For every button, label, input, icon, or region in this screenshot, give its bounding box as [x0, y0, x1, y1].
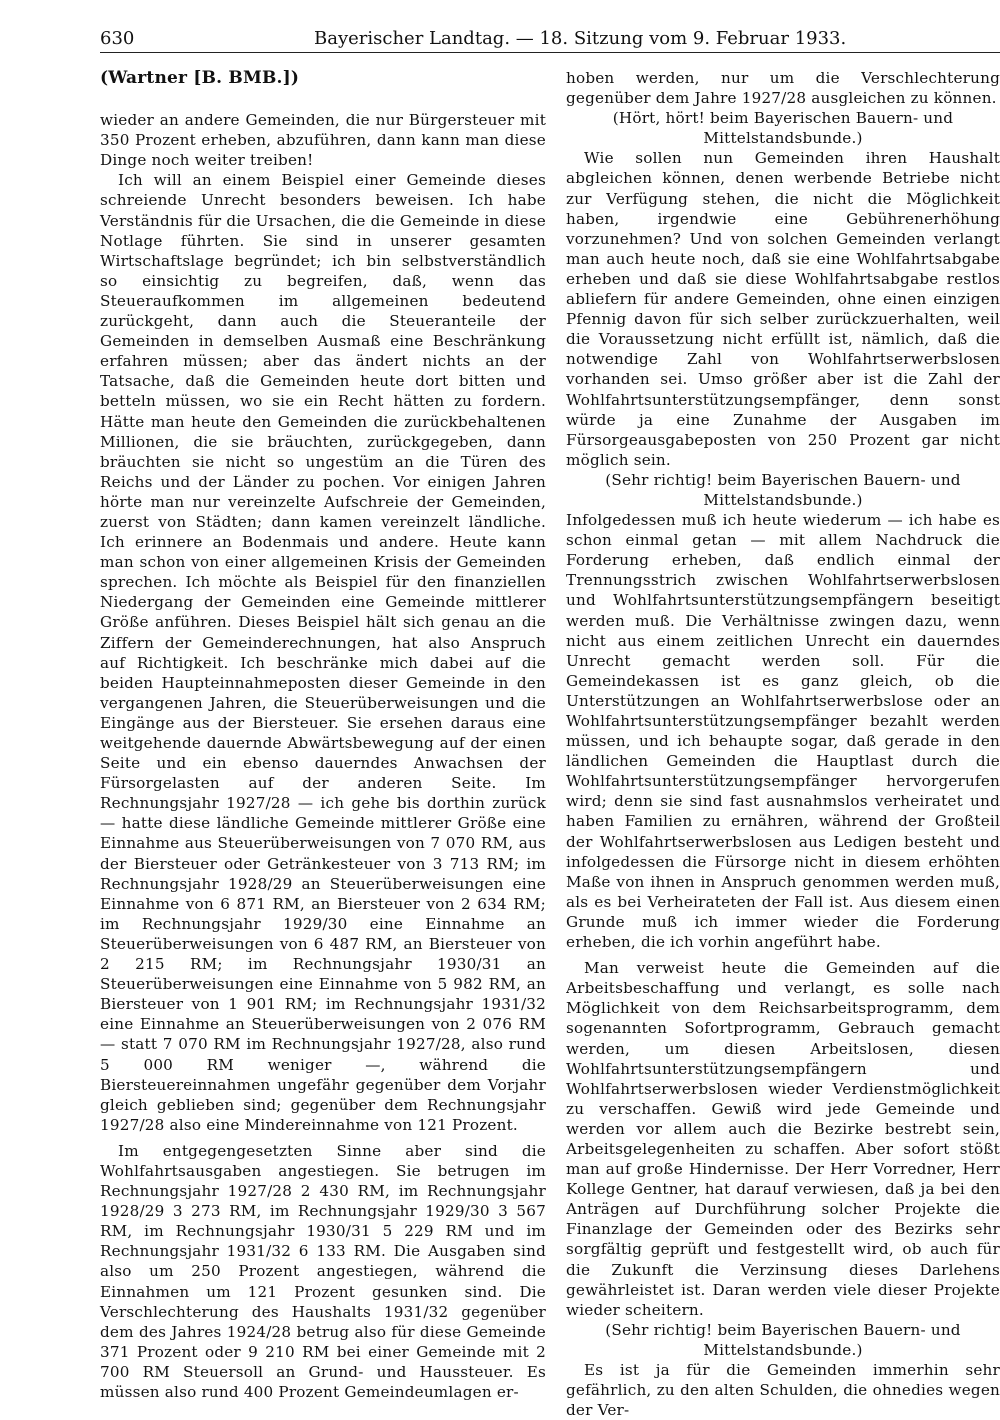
interjection: (Sehr richtig! beim Bayerischen Bauern- und Mittelstandsbunde.) — [605, 1320, 961, 1359]
paragraph: Ich will an einem Beispiel einer Gemeinde dieses schreiende Unrecht besonders beweisen. Ich habe Verständnis für die Ursachen, die die Gemeinde in diese Notlage führten. Sie sind in unserer gesamten Wirtschaftslage begründet; ich bin selbstverständlich so einsichtig zu begreifen, daß, wenn das Steueraufkommen im allgemeinen bedeutend zurückgeht, dann auch die Steueranteile der Gemeinden in demselben Ausmaß eine Beschränkung erfahren müssen; aber das ändert nichts an der Tatsache, daß die Gemeinden heute dort bitten und betteln müssen, wo sie ein Recht hätten zu fordern. Hätte man heute den Gemeinden die zurückbehaltenen Millionen, die sie bräuchten, zurückgegeben, dann bräuchten sie nicht so ungestüm an die Türen des Reichs und der Länder zu pochen. Vor einigen Jahren hörte man nur vereinzelte Aufschreie der Gemeinden, zuerst von Städten; dann kamen vereinzelt ländliche. Ich erinnere an Bodenmais und andere. Heute kann man schon von einer allgemeinen Krisis der Gemeinden sprechen. Ich möchte als Beispiel für den finanziellen Niedergang der Gemeinden eine Gemeinde mittlerer Größe anführen. Dieses Beispiel hält sich genau an die Ziffern der Gemeinderechnungen, hat also Anspruch auf Richtigkeit. Ich beschränke mich dabei auf die beiden Haupteinnahmeposten dieser Gemeinde in den vergangenen Jahren, die Steuerüberweisungen und die Eingänge aus der Biersteuer. Sie ersehen daraus eine weitgehende dauernde Abwärtsbewegung auf der einen Seite und ein ebenso dauerndes Anwachsen der Fürsorgelasten auf der anderen Seite. Im Rechnungsjahr 1927/28 — ich gehe bis dorthin zurück — hatte diese ländliche Gemeinde mittlerer Größe eine Einnahme aus Steuerüberweisungen von 7 070 RM, aus der Biersteuer oder Getränkesteuer von 3 713 RM; im Rechnungsjahr 1928/29 an Steuerüberweisungen eine Einnahme von 6 871 RM, an Biersteuer von 2 634 RM; im Rechnungsjahr 1929/30 eine Einnahme an Steuerüberweisungen von 6 487 RM, an Biersteuer von 2 215 RM; im Rechnungsjahr 1930/31 an Steuerüberweisungen eine Einnahme von 5 982 RM, an Biersteuer von 1 901 RM; im Rechnungsjahr 1931/32 eine Einnahme an Steuerüberweisungen von 2 076 RM — statt 7 070 RM im Rechnungsjahr 1927/28, also rund 5 000 RM weniger —, während die Biersteuereinnahmen ungefähr gegenüber dem Vorjahr gleich geblieben sind; gegenüber dem Rechnungsjahr 1927/28 also eine Mindereinnahme von 121 Prozent. — [100, 171, 546, 1134]
paragraph: Infolgedessen muß ich heute wiederum — ich habe es schon einmal getan — mit allem Nachdruck die Forderung erheben, daß endlich einmal der Trennungsstrich zwischen Wohlfahrtserwerbslosen und Wohlfahrtsunterstützungsempfängern beseitigt werden muß. Die Verhältnisse zwingen dazu, wenn nicht aus einem zeitlichen Unrecht ein dauerndes Unrecht gemacht werden soll. Für die Gemeindekassen ist es ganz gleich, ob die Unterstützungen an Wohlfahrtserwerbslose oder an Wohlfahrtsunterstützungsempfänger bezahlt werden müssen, und ich behaupte sogar, daß gerade in den ländlichen Gemeinden die Hauptlast durch die Wohlfahrtsunterstützungsempfänger hervorgerufen wird; denn sie sind fast ausnahmslos verheiratet und haben Familien zu ernähren, während der Großteil der Wohlfahrtserwerbslosen aus Ledigen besteht und infolgedessen die Fürsorge nicht in diesem erhöhten Maße von ihnen in Anspruch genommen werden muß, als es bei Verheirateten der Fall ist. Aus diesem einen Grunde muß ich immer wieder die Forderung erheben, die ich vorhin angeführt habe. — [566, 511, 1000, 952]
paragraph: Wie sollen nun Gemeinden ihren Haushalt abgleichen können, denen werbende Betriebe nicht zur Verfügung stehen, die nicht die Möglichkeit haben, irgendwie eine Gebührenerhöhung vorzunehmen? Und von solchen Gemeinden verlangt man auch heute noch, daß sie eine Wohlfahrtsabgabe erheben und daß sie diese Wohlfahrtsabgabe restlos abliefern für andere Gemeinden, ohne einen einzigen Pfennig davon für sich selber zurückzuerhalten, weil die Voraussetzung nicht erfüllt ist, nämlich, daß die notwendige Zahl von Wohlfahrtserwerbslosen vorhanden sei. Umso größer aber ist die Zahl der Wohlfahrtsunterstützungsempfänger, denn sonst würde ja eine Zunahme der Ausgaben im Fürsorgeausgabeposten von 250 Prozent gar nicht möglich sein. — [566, 149, 1000, 469]
interjection: (Hört, hört! beim Bayerischen Bauern- und Mittelstandsbunde.) — [612, 109, 954, 148]
paragraph: Im entgegengesetzten Sinne aber sind die Wohlfahrtsausgaben angestiegen. Sie betrugen im Rechnungsjahr 1927/28 2 430 RM, im Rechnungsjahr 1928/29 3 273 RM, im Rechnungsjahr 1929/30 3 567 RM, im Rechnungsjahr 1930/31 5 229 RM und im Rechnungsjahr 1931/32 6 133 RM. Die Ausgaben sind also um 250 Prozent angestiegen, während die Einnahmen um 121 Prozent gesunken sind. Die Verschlechterung des Haushalts 1931/32 gegenüber dem des Jahres 1924/28 betrug also für diese Gemeinde 371 Prozent oder 9 210 RM bei einer Gemeinde mit 2 700 RM Steuersoll an Grund- und Haussteuer. Es müssen also rund 400 Prozent Gemeindeumlagen er- — [100, 1141, 546, 1401]
speaker-label: (Wartner [B. BMB.]) — [100, 68, 300, 88]
paragraph: hoben werden, nur um die Verschlechterung gegenüber dem Jahre 1927/28 ausgleichen zu können. — [566, 69, 1000, 108]
left-column — [100, 68, 546, 1402]
paragraph: wieder an andere Gemeinden, die nur Bürgersteuer mit 350 Prozent erheben, abzuführen, dann kann man diese Dinge noch weiter treiben! — [100, 111, 546, 170]
right-column — [566, 68, 1000, 1420]
page-header — [100, 28, 1000, 53]
page-number: 630 — [100, 28, 135, 49]
paragraph: Man verweist heute die Gemeinden auf die Arbeitsbeschaffung und verlangt, es solle nach Möglichkeit von dem Reichsarbeitsprogramm, dem sogenannten Sofortprogramm, Gebrauch gemacht werden, um diesen Arbeitslosen, diesen Wohlfahrtsunterstützungsempfängern und Wohlfahrtserwerbslosen wieder Verdienstmöglichkeit zu verschaffen. Gewiß wird jede Gemeinde und werden vor allem auch die Bezirke bestrebt sein, Arbeitsgelegenheiten zu schaffen. Aber sofort stößt man auf große Hindernisse. Der Herr Vorredner, Herr Kollege Gentner, hat darauf verwiesen, daß ja bei den Anträgen auf Durchführung solcher Projekte die Finanzlage der Gemeinden oder des Bezirks sehr sorgfältig geprüft und festgestellt wird, ob auch für die Zukunft die Verzinsung dieses Darlehens gewährleistet ist. Daran werden viele dieser Projekte wieder scheitern. — [566, 959, 1000, 1319]
running-title: Bayerischer Landtag. — 18. Sitzung vom 9. Februar 1933. — [314, 28, 847, 49]
interjection: (Sehr richtig! beim Bayerischen Bauern- und Mittelstandsbunde.) — [605, 470, 961, 509]
paragraph: Es ist ja für die Gemeinden immerhin sehr gefährlich, zu den alten Schulden, die ohnedies wegen der Ver- — [566, 1361, 1000, 1420]
